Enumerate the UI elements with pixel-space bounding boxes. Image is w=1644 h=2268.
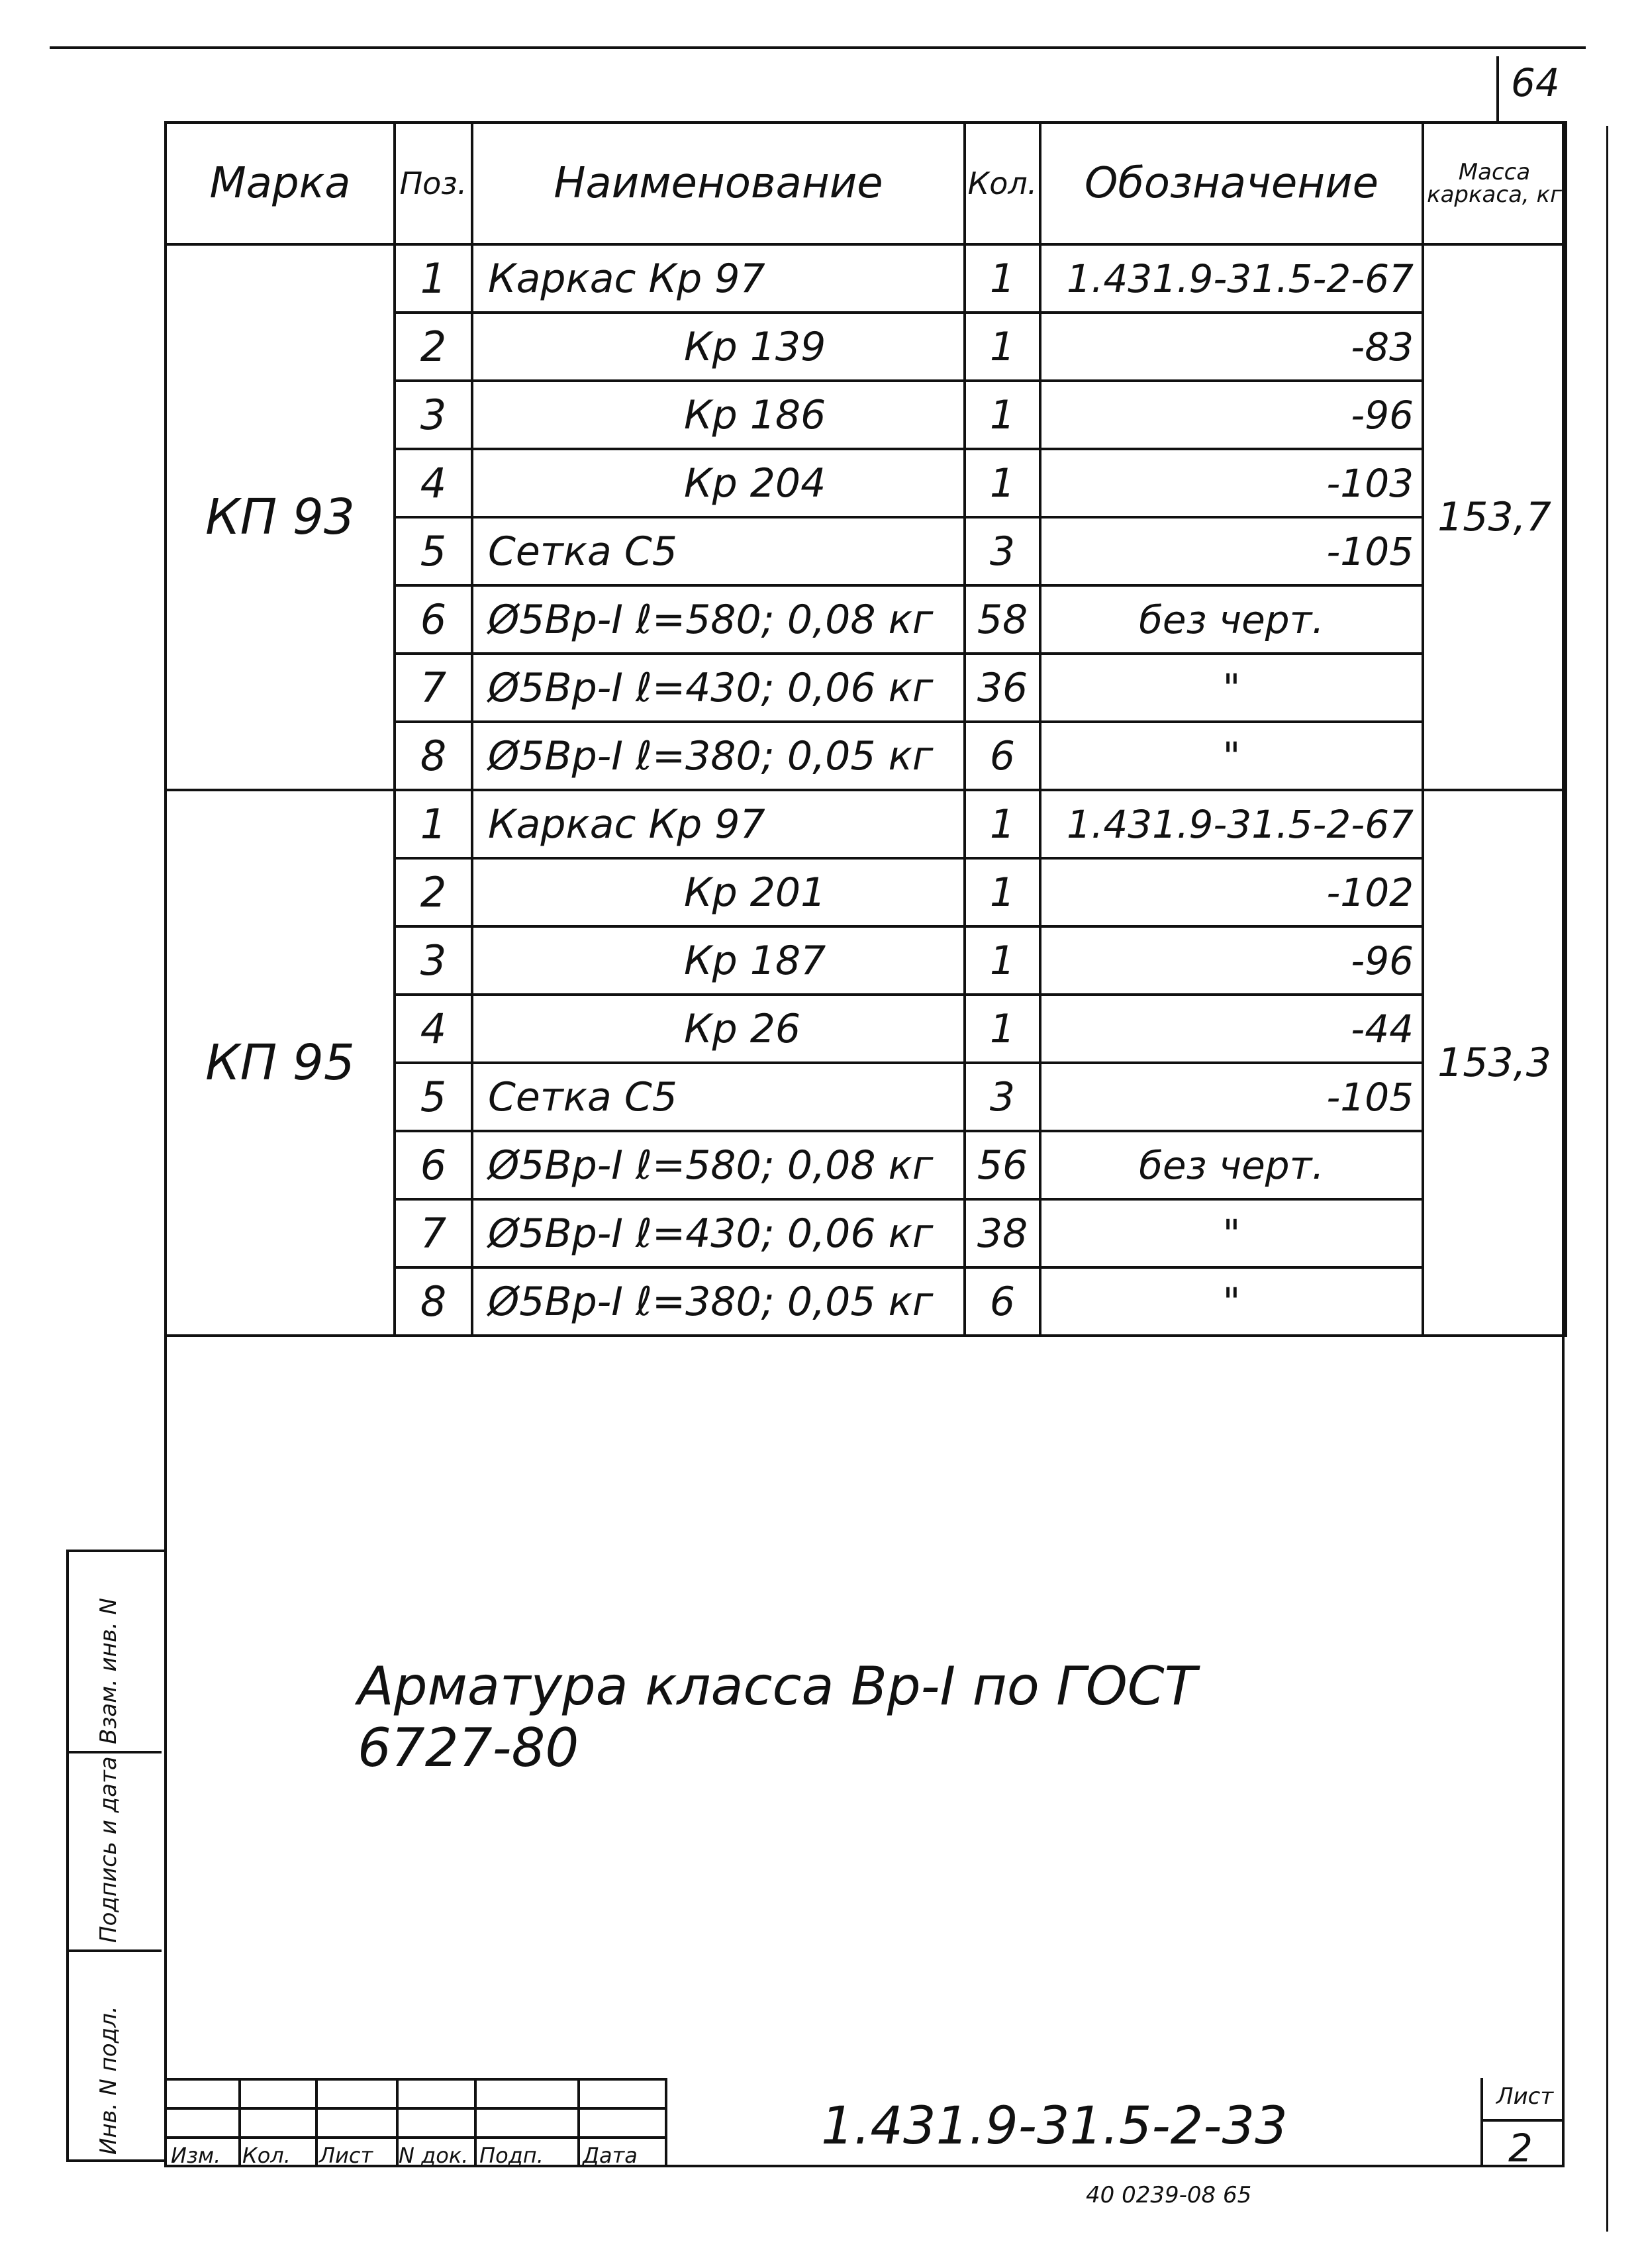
row-pos: 6 (395, 1131, 472, 1199)
row-qty: 1 (965, 244, 1040, 313)
row-pos: 8 (395, 722, 472, 790)
row-name: Кр 139 (472, 313, 965, 381)
row-qty: 56 (965, 1131, 1040, 1199)
row-pos: 6 (395, 585, 472, 654)
row-pos: 2 (395, 313, 472, 381)
row-designation: " (1040, 1199, 1423, 1267)
row-pos: 1 (395, 244, 472, 313)
row-qty: 1 (965, 995, 1040, 1063)
row-qty: 6 (965, 722, 1040, 790)
row-designation: 1.431.9-31.5-2-67 (1040, 790, 1423, 858)
row-designation: -105 (1040, 1063, 1423, 1131)
row-designation: -44 (1040, 995, 1423, 1063)
group-mass: 153,7 (1423, 244, 1566, 790)
row-name: Ø5Вр-I ℓ=430; 0,06 кг (472, 654, 965, 722)
header-qty: Кол. (965, 123, 1040, 244)
sheet-number: 64 (1511, 60, 1560, 105)
header-designation: Обозначение (1040, 123, 1423, 244)
group-mark: КП 95 (166, 790, 395, 1336)
row-qty: 1 (965, 313, 1040, 381)
row-name: Кр 187 (472, 926, 965, 995)
row-pos: 4 (395, 995, 472, 1063)
row-designation: " (1040, 722, 1423, 790)
title-label-change: Изм. (171, 2143, 221, 2168)
row-designation: -103 (1040, 449, 1423, 517)
row-designation: -102 (1040, 858, 1423, 926)
row-qty: 6 (965, 1267, 1040, 1336)
row-qty: 3 (965, 517, 1040, 585)
title-label-sheet: Лист (319, 2143, 373, 2168)
row-qty: 1 (965, 790, 1040, 858)
row-qty: 1 (965, 858, 1040, 926)
row-name: Кр 201 (472, 858, 965, 926)
footer-code: 40 0239-08 65 (1086, 2182, 1252, 2208)
right-margin-line (1606, 126, 1608, 2232)
title-label-sign: Подп. (479, 2143, 544, 2168)
title-sheet-value: 2 (1508, 2126, 1533, 2171)
row-name: Ø5Вр-I ℓ=580; 0,08 кг (472, 1131, 965, 1199)
row-pos: 5 (395, 517, 472, 585)
row-designation: -83 (1040, 313, 1423, 381)
row-name: Сетка С5 (472, 517, 965, 585)
row-name: Ø5Вр-I ℓ=580; 0,08 кг (472, 585, 965, 654)
row-designation: -96 (1040, 926, 1423, 995)
group-mass: 153,3 (1423, 790, 1566, 1336)
header-mass: Масса каркаса, кг (1423, 123, 1566, 244)
row-qty: 36 (965, 654, 1040, 722)
sheet-number-box (1496, 56, 1567, 123)
title-sheet-label: Лист (1496, 2083, 1554, 2110)
row-name: Каркас Кр 97 (472, 790, 965, 858)
row-qty: 58 (965, 585, 1040, 654)
row-name: Кр 26 (472, 995, 965, 1063)
row-name: Ø5Вр-I ℓ=430; 0,06 кг (472, 1199, 965, 1267)
side-stamp-replace-inv: Взам. инв. N (95, 1598, 122, 1744)
row-designation: без черт. (1040, 585, 1423, 654)
drawing-frame (164, 121, 1565, 2167)
row-designation: " (1040, 1267, 1423, 1336)
title-label-date: Дата (583, 2143, 638, 2168)
row-pos: 7 (395, 654, 472, 722)
row-designation: -105 (1040, 517, 1423, 585)
group-mark: КП 93 (166, 244, 395, 790)
header-mark: Марка (166, 123, 395, 244)
row-designation: -96 (1040, 381, 1423, 449)
document-code: 1.431.9-31.5-2-33 (821, 2096, 1288, 2156)
title-label-doc: N док. (399, 2143, 469, 2168)
row-pos: 3 (395, 381, 472, 449)
row-designation: 1.431.9-31.5-2-67 (1040, 244, 1423, 313)
row-name: Сетка С5 (472, 1063, 965, 1131)
title-label-qty: Кол. (242, 2143, 291, 2168)
row-designation: " (1040, 654, 1423, 722)
side-stamp-inv-original: Инв. N подл. (95, 2006, 122, 2155)
side-stamp (66, 1550, 164, 2162)
row-pos: 4 (395, 449, 472, 517)
row-pos: 1 (395, 790, 472, 858)
row-qty: 1 (965, 381, 1040, 449)
row-pos: 8 (395, 1267, 472, 1336)
row-name: Кр 186 (472, 381, 965, 449)
top-rule (50, 46, 1586, 49)
row-qty: 1 (965, 926, 1040, 995)
row-pos: 7 (395, 1199, 472, 1267)
row-qty: 38 (965, 1199, 1040, 1267)
header-pos: Поз. (395, 123, 472, 244)
row-pos: 3 (395, 926, 472, 995)
row-qty: 3 (965, 1063, 1040, 1131)
row-name: Каркас Кр 97 (472, 244, 965, 313)
row-designation: без черт. (1040, 1131, 1423, 1199)
side-stamp-signature-date: Подпись и дата (95, 1756, 122, 1943)
row-name: Ø5Вр-I ℓ=380; 0,05 кг (472, 722, 965, 790)
row-pos: 5 (395, 1063, 472, 1131)
reinforcement-note: Арматура класса Вр-I по ГОСТ 6727-80 (358, 1655, 1197, 1779)
header-name: Наименование (472, 123, 965, 244)
row-qty: 1 (965, 449, 1040, 517)
row-name: Ø5Вр-I ℓ=380; 0,05 кг (472, 1267, 965, 1336)
row-pos: 2 (395, 858, 472, 926)
row-name: Кр 204 (472, 449, 965, 517)
